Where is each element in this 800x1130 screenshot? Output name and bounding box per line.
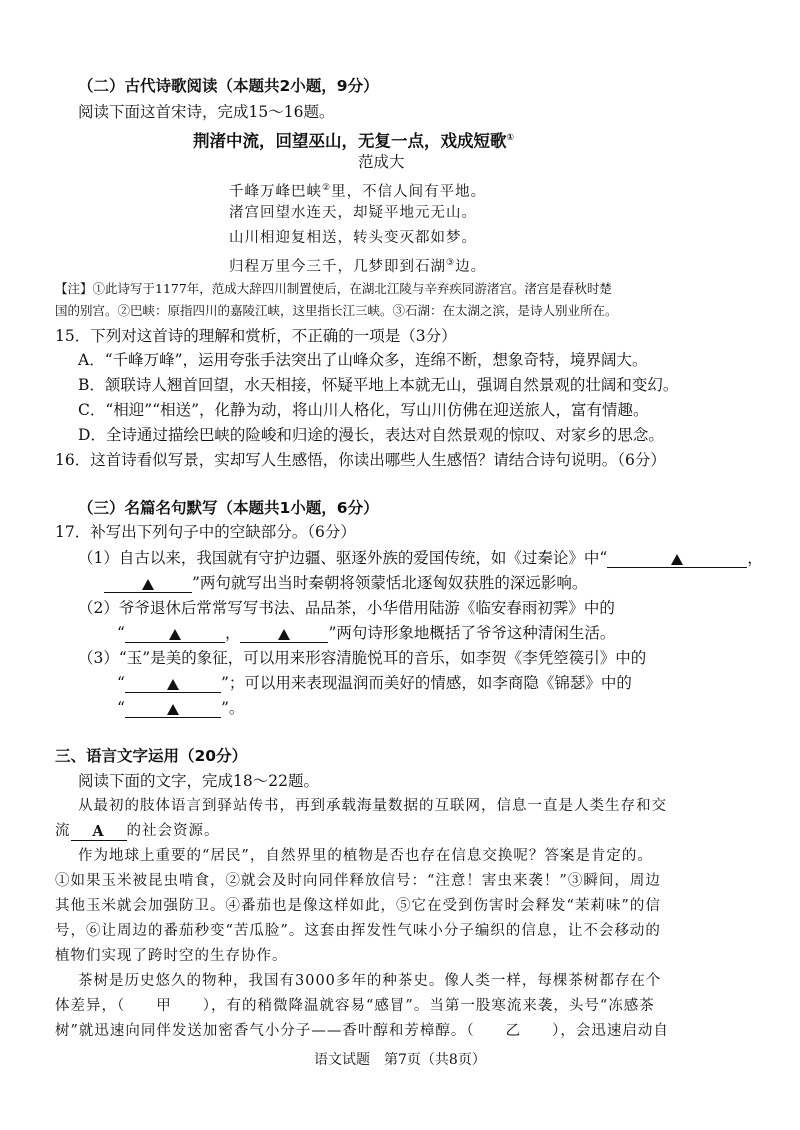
- section-heading-poetry: （二）古代诗歌阅读（本题共2小题，9分）: [78, 77, 379, 95]
- poem-line-4: 归程万里今三千，几梦即到石湖③边。: [229, 258, 487, 275]
- poem-note-line-2: 国的别宫。②巴峡：原指四川的嘉陵江峡，这里指长江三峡。③石湖：在太湖之滨，是诗人别业所在。: [55, 303, 618, 318]
- answer-blank[interactable]: [104, 574, 192, 593]
- answer-blank[interactable]: [125, 624, 225, 643]
- question-17-part-1-line-1: （1）自古以来，我国就有守护边疆、驱逐外族的爱国传统，如《过秦论》中“ ，: [78, 549, 763, 567]
- passage-para-1-line-2: 流 A 的社会资源。: [55, 823, 220, 840]
- poetry-instruction: 阅读下面这首宋诗，完成15～16题。: [78, 103, 335, 121]
- passage-para-2-line-3: 其他玉米就会加强防卫。④番茄也是像这样如此，⑤它在受到伤害时会释发“茉莉味”的信: [55, 898, 661, 914]
- poem-author: 范成大: [358, 153, 405, 171]
- question-15-option-b: B．颔联诗人翘首回望，水天相接，怀疑平地上本就无山，强调自然景观的壮阔和变幻。: [78, 376, 679, 394]
- answer-blank-a[interactable]: A: [71, 822, 127, 841]
- answer-blank[interactable]: [240, 624, 328, 643]
- question-16-stem: 16．这首诗看似写景，实却写人生感悟，你读出哪些人生感悟？请结合诗句说明。（6分）: [55, 451, 666, 469]
- triangle-marker-icon: [167, 704, 179, 715]
- question-15-option-c: C．“相迎”“相送”，化静为动，将山川人格化，写山川仿佛在迎送旅人，富有情趣。: [78, 401, 649, 419]
- poem-line-1: 千峰万峰巴峡②里，不信人间有平地。: [229, 183, 487, 200]
- question-17-part-3-line-2: “ ”；可以用来表现温润而美好的情感，如李商隐《锦瑟》中的: [117, 674, 632, 692]
- triangle-marker-icon: [671, 554, 683, 565]
- triangle-marker-icon: [278, 629, 290, 640]
- answer-blank[interactable]: [125, 674, 221, 693]
- page-footer: 语文试题 第7页（共8页）: [314, 1052, 486, 1068]
- question-17-part-2-line-2: “ ， ”两句诗形象地概括了爷爷这种清闲生活。: [117, 624, 616, 642]
- poem-line-3: 山川相迎复相送，转头变灭都如梦。: [229, 230, 477, 246]
- section-heading-recitation: （三）名篇名句默写（本题共1小题，6分）: [78, 499, 379, 517]
- passage-para-2-line-5: 植物们实现了跨时空的生存协作。: [55, 948, 288, 964]
- question-17-part-1-line-2: ”两句就写出当时秦朝将领蒙恬北逐匈奴获胜的深远影响。: [104, 573, 587, 593]
- passage-para-2-line-1: 作为地球上重要的“居民”，自然界里的植物是否也存在信息交换呢？答案是肯定的。: [78, 848, 653, 864]
- answer-blank[interactable]: [125, 699, 221, 718]
- triangle-marker-icon: [142, 579, 154, 590]
- question-17-stem: 17．补写出下列句子中的空缺部分。（6分）: [55, 523, 356, 541]
- passage-para-3-line-3: 树”就迅速向同伴发送加密香气小分子——香叶醇和芳樟醇。（ 乙 ），会迅速启动自: [55, 1023, 669, 1039]
- question-17-part-3-line-3: “ ”。: [117, 699, 245, 717]
- answer-blank[interactable]: [607, 549, 747, 568]
- question-17-part-2-line-1: （2）爷爷退休后常常写写书法、品品茶，小华借用陆游《临安春雨初霁》中的: [78, 599, 615, 617]
- passage-para-3-line-2: 体差异，（ 甲 ），有的稍微降温就容易“感冒”。当第一股寒流来袭，头号“冻感茶: [55, 998, 655, 1014]
- passage-para-1-line-1: 从最初的肢体语言到驿站传书，再到承载海量数据的互联网，信息一直是人类生存和交: [78, 798, 667, 814]
- poem-line-2: 渚宫回望水连天，却疑平地元无山。: [229, 205, 477, 221]
- question-15-option-d: D．全诗通过描绘巴峡的险峻和归途的漫长，表达对自然景观的惊叹、对家乡的思念。: [78, 426, 664, 444]
- question-17-part-3-line-1: （3）“玉”是美的象征，可以用来形容清脆悦耳的音乐，如李贺《李凭箜篌引》中的: [78, 649, 647, 667]
- poem-note-line-1: 【注】①此诗写于1177年，范成大辞四川制置使后，在湖北江陵与辛弃疾同游渚宫。渚宫是春秋时楚: [55, 281, 612, 296]
- question-15-option-a: A．“千峰万峰”，运用夸张手法突出了山峰众多，连绵不断，想象奇特，境界阔大。: [78, 351, 648, 369]
- question-15-stem: 15．下列对这首诗的理解和赏析，不正确的一项是（3分）: [55, 327, 457, 345]
- triangle-marker-icon: [167, 679, 179, 690]
- passage-para-2-line-4: 号，⑥让周边的番茄秒变“苦瓜脸”。这套由挥发性气味小分子编织的信息，让不会移动的: [55, 923, 661, 939]
- poem-title: 荆渚中流，回望巫山，无复一点，戏成短歌①: [193, 131, 515, 151]
- part-3-heading: 三、语言文字运用（20分）: [55, 747, 248, 765]
- part-3-instruction: 阅读下面的文字，完成18～22题。: [78, 772, 319, 790]
- triangle-marker-icon: [169, 629, 181, 640]
- passage-para-2-line-2: ①如果玉米被昆虫啃食，②就会及时向同伴释放信号：“注意！害虫来袭！”③瞬间，周边: [55, 873, 661, 889]
- passage-para-3-line-1: 茶树是历史悠久的物种，我国有3000多年的种茶史。像人类一样，每棵茶树都存在个: [78, 973, 662, 989]
